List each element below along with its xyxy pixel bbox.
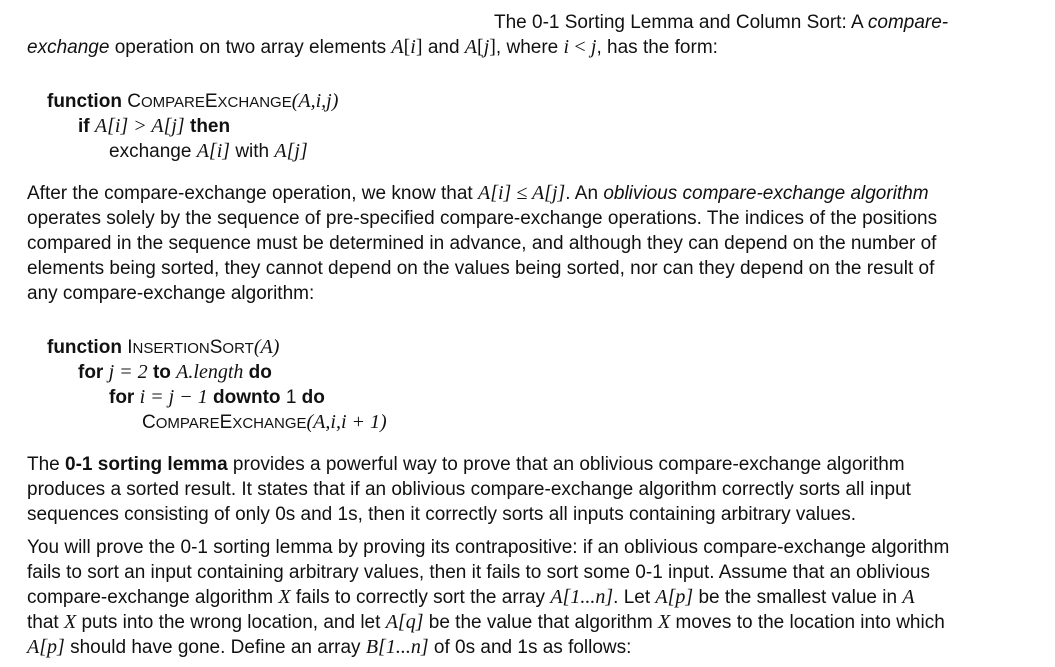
para1-italic: oblivious compare-exchange algorithm <box>603 183 929 204</box>
body-a: A[i] <box>196 140 231 162</box>
intro-line-2: exchange operation on two array elements A[i] and A[j], where i < j, has the form: <box>27 36 718 58</box>
keyword-do-2: do <box>301 387 325 408</box>
loop1-end: A.length <box>176 361 244 383</box>
lemma-name: 0-1 sorting lemma <box>65 454 228 475</box>
function-args: (A,i,j) <box>291 90 339 112</box>
keyword-to: to <box>152 362 171 383</box>
para1-line-2: operates solely by the sequence of pre-specified compare-exchange operations. The indices of the positions <box>27 208 938 229</box>
code1-signature <box>47 89 338 115</box>
para2-the: The <box>27 454 60 475</box>
intro-text: A <box>850 12 863 33</box>
para1-math: A[i] ≤ A[j] <box>477 182 566 204</box>
code1-if-line <box>78 114 230 139</box>
para1-text: After the compare-exchange operation, we know that <box>27 183 473 204</box>
keyword-function-2: function <box>47 337 122 358</box>
keyword-downto: downto <box>213 387 281 408</box>
keyword-if: if <box>78 116 90 137</box>
para3-line-4: that X puts into the wrong location, and let A[q] be the value that algorithm X moves to the location into which <box>27 611 945 633</box>
para2-rest: provides a powerful way to prove that an oblivious compare-exchange algorithm <box>232 454 905 475</box>
function-name-2: INSERTIONSORT <box>127 337 254 358</box>
body-exchange: exchange <box>109 141 192 162</box>
loop1-init: j = 2 <box>108 361 148 383</box>
function-args-2: (A) <box>253 336 280 358</box>
para3-line-2: fails to sort an input containing arbitrary values, then it fails to sort some 0-1 input. Assume that an oblivious <box>27 562 930 583</box>
if-condition: A[i] > A[j] <box>94 115 185 137</box>
para2-line-1 <box>27 452 905 477</box>
call-args: (A,i,i + 1) <box>306 411 387 433</box>
intro-text-2: operation on two array elements <box>114 37 387 58</box>
body-b: A[j] <box>274 140 308 162</box>
keyword-do: do <box>248 362 272 383</box>
intro-and: and <box>427 37 460 58</box>
para1-line-5: any compare-exchange algorithm: <box>27 283 315 304</box>
code2-signature <box>47 335 279 361</box>
para3-line-3: compare-exchange algorithm X fails to correctly sort the array A[1...n]. Let A[p] be the smallest value in A <box>27 586 915 608</box>
intro-where: , where <box>495 37 559 58</box>
keyword-then: then <box>190 116 231 137</box>
para1-line-1 <box>27 181 929 206</box>
para1-line-4: elements being sorted, they cannot depend on the values being sorted, nor can they depend on the result of <box>27 258 935 279</box>
code2-for-inner <box>109 385 325 410</box>
code2-for-outer <box>78 360 272 385</box>
call-name: COMPAREEXCHANGE <box>142 412 307 433</box>
loop2-init: i = j − 1 <box>139 386 208 408</box>
intro-italic-2: exchange <box>27 37 110 58</box>
body-with: with <box>235 141 270 162</box>
intro-line-1 <box>494 10 948 35</box>
para2-line-2: produces a sorted result. It states that if an oblivious compare-exchange algorithm correctly sorts all input <box>27 479 911 500</box>
keyword-function: function <box>47 91 122 112</box>
function-name: COMPAREEXCHANGE <box>127 91 292 112</box>
keyword-for: for <box>78 362 104 383</box>
code1-body-line <box>109 139 308 164</box>
section-title: The 0-1 Sorting Lemma and Column Sort: <box>494 12 847 33</box>
intro-italic: compare- <box>867 12 949 33</box>
keyword-for-2: for <box>109 387 135 408</box>
para1-line-3: compared in the sequence must be determined in advance, and although they can depend on the number of <box>27 233 937 254</box>
para3-line-1: You will prove the 0-1 sorting lemma by proving its contrapositive: if an oblivious compare-exchange algorithm <box>27 537 950 558</box>
para1-mid: . An <box>565 183 599 204</box>
code2-call <box>142 410 387 436</box>
para2-line-3: sequences consisting of only 0s and 1s, then it correctly sorts all inputs containing arbitrary values. <box>27 504 857 525</box>
intro-has-form: , has the form: <box>596 37 718 58</box>
loop2-end: 1 <box>285 387 297 408</box>
para3-line-5: A[p] should have gone. Define an array B[1...n] of 0s and 1s as follows: <box>27 636 632 658</box>
